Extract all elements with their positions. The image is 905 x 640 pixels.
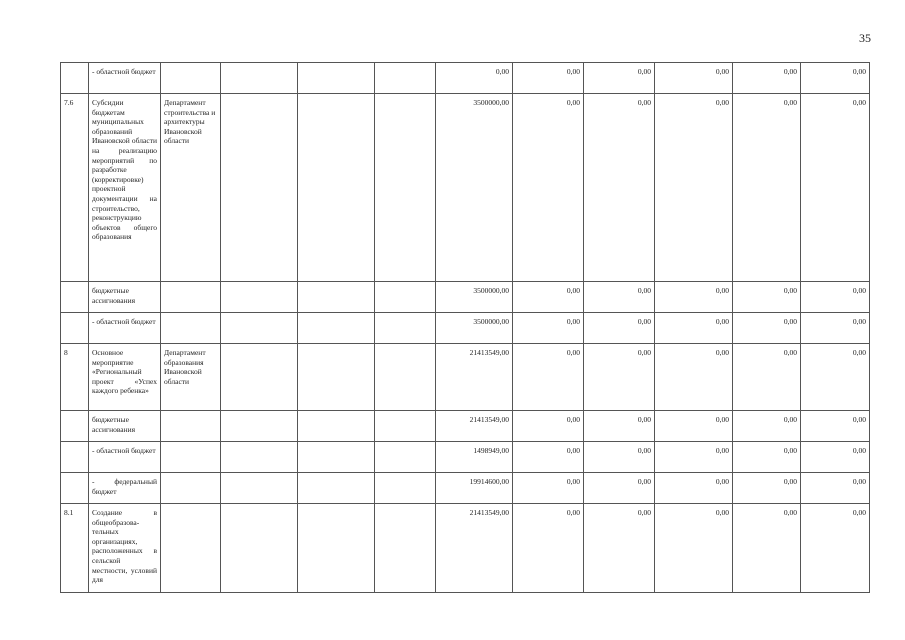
- amount-cell: 0,00: [801, 94, 870, 282]
- amount-cell: 0,00: [513, 344, 584, 411]
- amount-cell: 0,00: [733, 344, 801, 411]
- empty-cell: [375, 344, 436, 411]
- amount-cell: 0,00: [801, 313, 870, 344]
- executor-cell: [161, 63, 221, 94]
- executor-cell: [161, 313, 221, 344]
- amount-cell: 0,00: [584, 473, 655, 504]
- amount-cell: 0,00: [513, 313, 584, 344]
- table-row: [61, 473, 870, 504]
- empty-cell: [221, 282, 298, 313]
- table-row: [61, 411, 870, 442]
- empty-cell: [298, 442, 375, 473]
- row-number-cell: [61, 411, 89, 442]
- amount-cell: 0,00: [733, 442, 801, 473]
- amount-cell: 0,00: [733, 63, 801, 94]
- table-row: [61, 63, 870, 94]
- empty-cell: [221, 504, 298, 593]
- empty-cell: [221, 442, 298, 473]
- table-row: [61, 94, 870, 282]
- item-name-cell: - областной бюджет: [89, 442, 161, 473]
- item-name-cell: бюджетные ассигнования: [89, 282, 161, 313]
- empty-cell: [221, 313, 298, 344]
- row-number-cell: [61, 313, 89, 344]
- amount-cell: 0,00: [655, 344, 733, 411]
- table-row: [61, 344, 870, 411]
- amount-cell: 0,00: [801, 442, 870, 473]
- empty-cell: [221, 411, 298, 442]
- amount-cell: 0,00: [733, 504, 801, 593]
- amount-cell: 0,00: [733, 473, 801, 504]
- amount-cell: 0,00: [584, 63, 655, 94]
- executor-cell: [161, 473, 221, 504]
- item-name-cell: бюджетные ассигнования: [89, 411, 161, 442]
- empty-cell: [375, 313, 436, 344]
- amount-cell: 0,00: [513, 282, 584, 313]
- empty-cell: [298, 94, 375, 282]
- amount-cell: 1498949,00: [436, 442, 513, 473]
- amount-cell: 0,00: [655, 63, 733, 94]
- amount-cell: 0,00: [584, 442, 655, 473]
- amount-cell: 0,00: [584, 282, 655, 313]
- amount-cell: 0,00: [655, 282, 733, 313]
- empty-cell: [298, 504, 375, 593]
- item-name-cell: - областной бюджет: [89, 63, 161, 94]
- empty-cell: [298, 344, 375, 411]
- empty-cell: [298, 282, 375, 313]
- amount-cell: 0,00: [513, 411, 584, 442]
- amount-cell: 0,00: [733, 94, 801, 282]
- table-row: [61, 504, 870, 593]
- empty-cell: [221, 63, 298, 94]
- amount-cell: 0,00: [513, 94, 584, 282]
- item-name-cell: - федеральный бюджет: [89, 473, 161, 504]
- table-row: [61, 442, 870, 473]
- empty-cell: [298, 313, 375, 344]
- empty-cell: [375, 411, 436, 442]
- amount-cell: 21413549,00: [436, 411, 513, 442]
- table-row: [61, 282, 870, 313]
- amount-cell: 0,00: [655, 313, 733, 344]
- amount-cell: 0,00: [801, 411, 870, 442]
- amount-cell: 0,00: [655, 411, 733, 442]
- amount-cell: 0,00: [733, 282, 801, 313]
- row-number-cell: 8.1: [61, 504, 89, 593]
- row-number-cell: [61, 282, 89, 313]
- executor-cell: Департамент образования Ивановской области: [161, 344, 221, 411]
- amount-cell: 0,00: [801, 473, 870, 504]
- empty-cell: [221, 344, 298, 411]
- empty-cell: [375, 473, 436, 504]
- amount-cell: 0,00: [584, 94, 655, 282]
- amount-cell: 0,00: [513, 504, 584, 593]
- empty-cell: [298, 63, 375, 94]
- amount-cell: 0,00: [513, 473, 584, 504]
- executor-cell: [161, 282, 221, 313]
- amount-cell: 0,00: [584, 411, 655, 442]
- amount-cell: 0,00: [801, 282, 870, 313]
- amount-cell: 3500000,00: [436, 313, 513, 344]
- amount-cell: 0,00: [584, 344, 655, 411]
- row-number-cell: [61, 473, 89, 504]
- empty-cell: [298, 411, 375, 442]
- executor-cell: [161, 411, 221, 442]
- empty-cell: [375, 504, 436, 593]
- executor-cell: Департамент строительства и архитектуры Ивановской области: [161, 94, 221, 282]
- amount-cell: 0,00: [801, 504, 870, 593]
- amount-cell: 0,00: [655, 473, 733, 504]
- amount-cell: 0,00: [655, 504, 733, 593]
- amount-cell: 0,00: [733, 411, 801, 442]
- item-name-cell: - областной бюджет: [89, 313, 161, 344]
- amount-cell: 21413549,00: [436, 504, 513, 593]
- empty-cell: [298, 473, 375, 504]
- amount-cell: 0,00: [733, 313, 801, 344]
- row-number-cell: 7.6: [61, 94, 89, 282]
- row-number-cell: [61, 63, 89, 94]
- empty-cell: [221, 473, 298, 504]
- executor-cell: [161, 442, 221, 473]
- empty-cell: [375, 442, 436, 473]
- amount-cell: 3500000,00: [436, 94, 513, 282]
- amount-cell: 0,00: [584, 313, 655, 344]
- amount-cell: 0,00: [513, 442, 584, 473]
- amount-cell: 0,00: [584, 504, 655, 593]
- row-number-cell: 8: [61, 344, 89, 411]
- item-name-cell: Основное мероприятие «Региональный проект «Успех каждого ребенка»: [89, 344, 161, 411]
- amount-cell: 0,00: [801, 63, 870, 94]
- amount-cell: 0,00: [655, 94, 733, 282]
- empty-cell: [375, 282, 436, 313]
- amount-cell: 0,00: [655, 442, 733, 473]
- amount-cell: 21413549,00: [436, 344, 513, 411]
- budget-table: [60, 62, 870, 593]
- empty-cell: [375, 63, 436, 94]
- amount-cell: 0,00: [436, 63, 513, 94]
- amount-cell: 3500000,00: [436, 282, 513, 313]
- table-row: [61, 313, 870, 344]
- empty-cell: [375, 94, 436, 282]
- item-name-cell: Создание в общеобразова-тельных организациях, расположенных в сельской местности, условий для: [89, 504, 161, 593]
- row-number-cell: [61, 442, 89, 473]
- amount-cell: 19914600,00: [436, 473, 513, 504]
- executor-cell: [161, 504, 221, 593]
- page-number: 35: [859, 31, 871, 45]
- amount-cell: 0,00: [801, 344, 870, 411]
- amount-cell: 0,00: [513, 63, 584, 94]
- item-name-cell: Субсидии бюджетам муниципальных образований Ивановской области на реализацию мероприятий по разработке (корректировке) проектной документации на строительство, реконструкцию объектов общего образования: [89, 94, 161, 282]
- empty-cell: [221, 94, 298, 282]
